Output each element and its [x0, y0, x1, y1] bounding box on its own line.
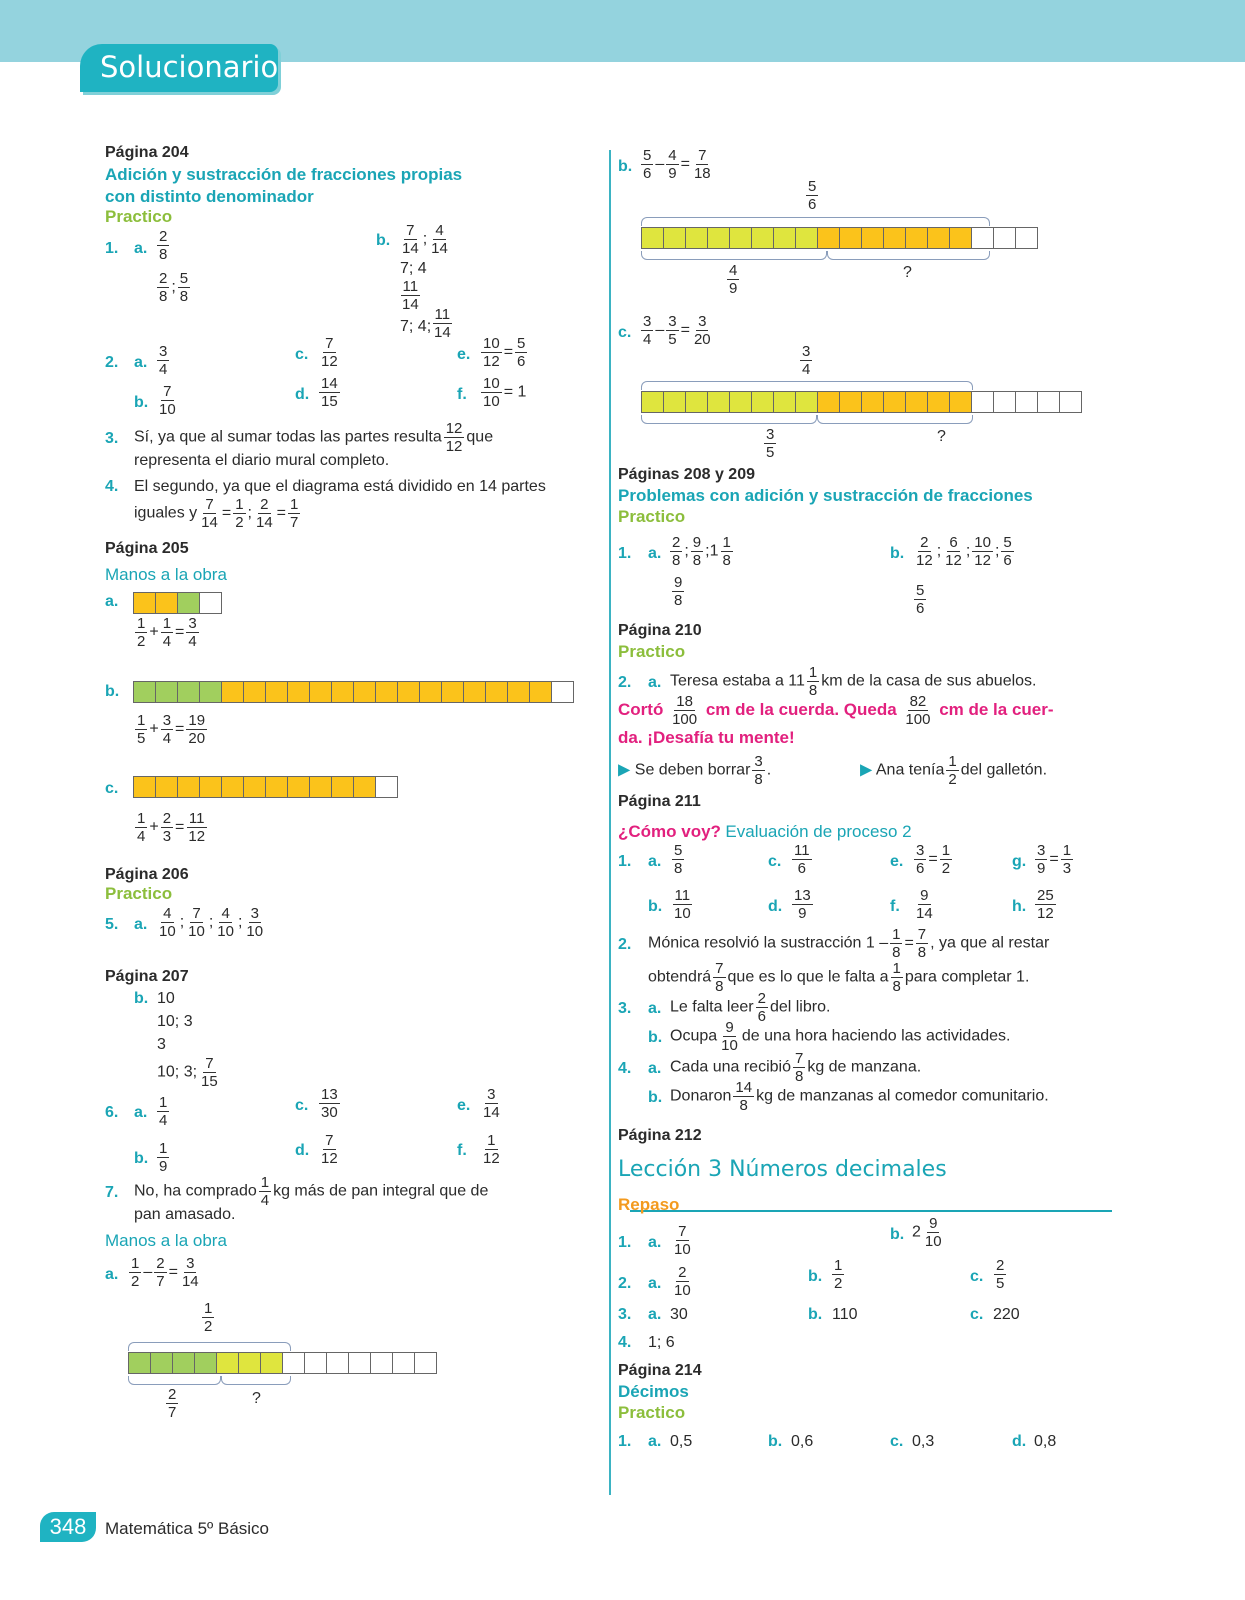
play-icon: ▶ — [860, 761, 873, 779]
fraction-pair: $\frac{2}{8}$ ; $\frac{5}{8}$ — [159, 270, 189, 305]
bracket-label: $\frac{4}{9}$ — [729, 262, 738, 297]
value: 10; 3 — [157, 1013, 193, 1030]
item-letter: d. — [768, 898, 783, 915]
item-letter: c. — [970, 1268, 984, 1285]
fraction-bar — [641, 391, 1081, 413]
fraction: $\frac{13}{9}$ — [794, 887, 811, 922]
fraction: $\frac{7}{10}$ — [674, 1223, 691, 1258]
answer-text: representa el diario mural completo. — [134, 452, 390, 469]
fraction: $\frac{5}{8}$ — [674, 842, 683, 877]
equation: $\frac{10}{10}$ = 1 — [483, 375, 527, 410]
answer-text: Le falta leer $\frac{2}{6}$ del libro. — [670, 990, 831, 1025]
item-letter: d. — [295, 1142, 310, 1159]
answer-text: Sí, ya que al sumar todas las partes resulta $\frac{12}{12}$ que — [134, 420, 494, 455]
page-heading: Páginas 208 y 209 — [618, 466, 755, 483]
item-number: 2. — [618, 674, 632, 691]
bracket — [817, 415, 973, 424]
item-letter: c. — [768, 853, 782, 870]
item-number: 3. — [618, 1000, 632, 1017]
item-letter: c. — [295, 346, 309, 363]
play-icon: ▶ — [618, 761, 631, 779]
value: 0,5 — [670, 1433, 693, 1450]
item-letter: b. — [768, 1433, 783, 1450]
item-letter: d. — [1012, 1433, 1027, 1450]
value: 1; 6 — [648, 1334, 675, 1351]
item-letter: a. — [134, 354, 148, 371]
answer-text: Mónica resolvió la sustracción 1 – $\frac{1}{8}$ = $\frac{7}{8}$ , ya que al restar — [648, 926, 1050, 961]
item-letter: a. — [648, 1000, 662, 1017]
bracket — [641, 415, 817, 424]
section-title: Problemas con adición y sustracción de fracciones — [618, 486, 1033, 505]
bracket — [128, 1342, 291, 1351]
item-letter: g. — [1012, 853, 1027, 870]
bracket — [128, 1376, 221, 1385]
equation: $\frac{3}{9}$ = $\frac{1}{3}$ — [1037, 842, 1072, 877]
item-letter: f. — [457, 1142, 467, 1159]
fraction-list: $\frac{4}{10}$ ; $\frac{7}{10}$ ; $\frac{4}{10}$ ; $\frac{3}{10}$ — [159, 905, 264, 940]
value: 10 — [157, 990, 175, 1007]
item-number: 7. — [105, 1184, 119, 1201]
fraction: $\frac{25}{12}$ — [1037, 887, 1054, 922]
item-letter: b. — [105, 683, 120, 700]
value: 0,6 — [791, 1433, 814, 1450]
fraction: $\frac{5}{6}$ — [916, 582, 925, 617]
item-letter: a. — [134, 916, 148, 933]
item-letter: c. — [105, 780, 119, 797]
unknown-mark: ? — [903, 264, 912, 281]
equation: $\frac{10}{12}$ = $\frac{5}{6}$ — [483, 335, 526, 370]
section-title: con distinto denominador — [105, 187, 314, 206]
fraction: $\frac{14}{15}$ — [321, 375, 338, 410]
item-number: 1. — [105, 240, 119, 257]
value: 110 — [832, 1306, 858, 1323]
equation: $\frac{1}{2}$ + $\frac{1}{4}$ = $\frac{3}{4}$ — [137, 615, 197, 650]
item-letter: a. — [648, 1060, 662, 1077]
fraction-bar — [133, 776, 397, 798]
item-letter: b. — [376, 232, 391, 249]
fraction: $\frac{2}{8}$ — [159, 228, 168, 263]
page-heading: Página 205 — [105, 540, 189, 557]
item-letter: c. — [890, 1433, 904, 1450]
unknown-mark: ? — [252, 1390, 261, 1407]
item-number: 2. — [618, 936, 632, 953]
item-letter: a. — [648, 1306, 662, 1323]
bracket — [641, 381, 973, 390]
repaso-label: Repaso — [618, 1195, 680, 1214]
item-number: 2. — [618, 1275, 632, 1292]
item-letter: a. — [648, 1234, 662, 1251]
fraction: $\frac{2}{5}$ — [996, 1257, 1005, 1292]
item-letter: a. — [648, 1433, 662, 1450]
value: 10; 3; $\frac{7}{15}$ — [157, 1055, 218, 1090]
value: 3 — [157, 1036, 166, 1053]
fraction: $\frac{7}{12}$ — [321, 1132, 338, 1167]
item-letter: f. — [890, 898, 900, 915]
equation: $\frac{1}{5}$ + $\frac{3}{4}$ = $\frac{19}{20}$ — [137, 712, 206, 747]
page-heading: Página 214 — [618, 1362, 702, 1379]
item-letter: b. — [648, 1089, 663, 1106]
answer-text: iguales y $\frac{7}{14}$ = $\frac{1}{2}$ ; $\frac{2}{14}$ = $\frac{1}{7}$ — [134, 496, 299, 531]
item-letter: b. — [134, 394, 149, 411]
item-letter: a. — [134, 1104, 148, 1121]
item-letter: b. — [890, 545, 905, 562]
item-letter: b. — [134, 1150, 149, 1167]
equation: $\frac{1}{4}$ + $\frac{2}{3}$ = $\frac{11}{12}$ — [137, 810, 206, 845]
item-letter: a. — [105, 1266, 119, 1283]
item-letter: b. — [648, 1029, 663, 1046]
solucionario-tab — [80, 44, 278, 92]
item-number: 6. — [105, 1104, 119, 1121]
fraction: $\frac{9}{14}$ — [916, 887, 933, 922]
page-heading: Página 204 — [105, 144, 189, 161]
section-title: Décimos — [618, 1382, 689, 1401]
item-letter: b. — [648, 898, 663, 915]
answer-text: Donaron $\frac{14}{8}$ kg de manzanas al comedor comunitario. — [670, 1079, 1049, 1114]
fraction: $\frac{11}{14}$ — [402, 278, 419, 313]
item-letter: c. — [970, 1306, 984, 1323]
column-divider — [609, 150, 611, 1495]
answer-text: ▶ Ana tenía $\frac{1}{2}$ del galletón. — [860, 753, 1048, 788]
challenge-text: Cortó $\frac{18}{100}$ cm de la cuerda. Queda $\frac{82}{100}$ cm de la cuer- — [618, 693, 1054, 728]
item-letter: a. — [648, 674, 662, 691]
fraction: $\frac{1}{4}$ — [159, 1094, 168, 1129]
lesson-underline — [630, 1210, 1112, 1212]
item-number: 5. — [105, 916, 119, 933]
item-number: 4. — [618, 1334, 632, 1351]
fraction: $\frac{7}{12}$ — [321, 335, 338, 370]
item-letter: c. — [618, 324, 632, 341]
practico-label: Practico — [105, 207, 173, 226]
manos-label: Manos a la obra — [105, 1231, 227, 1250]
fraction: $\frac{3}{14}$ — [483, 1086, 500, 1121]
value: 7; 4 — [400, 260, 427, 277]
value: 0,3 — [912, 1433, 935, 1450]
answer-text: Teresa estaba a 11 $\frac{1}{8}$ km de la casa de sus abuelos. — [670, 664, 1037, 699]
fraction: $\frac{1}{12}$ — [483, 1132, 500, 1167]
fraction: $\frac{9}{8}$ — [674, 574, 683, 609]
bracket-label: $\frac{3}{4}$ — [802, 343, 811, 378]
fraction-bar — [641, 227, 1037, 249]
bracket-label: $\frac{3}{5}$ — [766, 426, 775, 461]
item-number: 1. — [618, 545, 632, 562]
book-title: Matemática 5º Básico — [105, 1519, 269, 1538]
mixed-number: 2 $\frac{9}{10}$ — [912, 1215, 942, 1250]
page-heading: Página 210 — [618, 622, 702, 639]
page-heading: Página 211 — [618, 793, 701, 810]
value: 30 — [670, 1306, 688, 1323]
manos-label: Manos a la obra — [105, 565, 227, 584]
item-letter: f. — [457, 386, 467, 403]
item-letter: c. — [295, 1097, 309, 1114]
answer-text: pan amasado. — [134, 1206, 236, 1223]
item-number: 3. — [105, 430, 119, 447]
item-letter: a. — [648, 853, 662, 870]
bracket — [641, 217, 990, 226]
bracket-label: $\frac{5}{6}$ — [808, 178, 817, 213]
bracket-label: $\frac{2}{7}$ — [168, 1386, 177, 1421]
item-number: 2. — [105, 354, 119, 371]
item-number: 1. — [618, 853, 632, 870]
answer-text: El segundo, ya que el diagrama está dividido en 14 partes — [134, 478, 546, 495]
item-letter: b. — [134, 990, 149, 1007]
tab-title: Solucionario — [100, 50, 279, 84]
fraction-list: $\frac{2}{12}$ ; $\frac{6}{12}$ ; $\frac{10}{12}$ ; $\frac{5}{6}$ — [916, 534, 1012, 569]
item-letter: b. — [808, 1306, 823, 1323]
value: 7; 4; — [400, 318, 432, 335]
bracket-label: $\frac{1}{2}$ — [204, 1300, 213, 1335]
item-letter: b. — [618, 158, 633, 175]
item-letter: e. — [457, 346, 471, 363]
item-number: 1. — [618, 1433, 632, 1450]
equation: $\frac{5}{6}$ – $\frac{4}{9}$ = $\frac{7}{18}$ — [643, 147, 711, 182]
practico-label: Practico — [618, 642, 686, 661]
bracket — [827, 251, 990, 260]
answer-text: obtendrá $\frac{7}{8}$ que es lo que le falta a $\frac{1}{8}$ para completar 1. — [648, 960, 1030, 995]
page-heading: Página 207 — [105, 968, 189, 985]
bracket — [221, 1376, 291, 1385]
fraction: $\frac{11}{14}$ — [434, 306, 451, 341]
value: 0,8 — [1034, 1433, 1057, 1450]
practico-label: Practico — [618, 507, 686, 526]
answer-text: Ocupa $\frac{9}{10}$ de una hora haciendo las actividades. — [670, 1019, 1011, 1054]
item-number: 3. — [618, 1306, 632, 1323]
item-letter: e. — [890, 853, 904, 870]
item-letter: a. — [648, 1275, 662, 1292]
fraction: $\frac{11}{10}$ — [674, 887, 691, 922]
section-title: ¿Cómo voy? Evaluación de proceso 2 — [618, 822, 912, 841]
answer-text: No, ha comprado $\frac{1}{4}$ kg más de pan integral que de — [134, 1174, 489, 1209]
unknown-mark: ? — [937, 428, 946, 445]
item-letter: d. — [295, 386, 310, 403]
answer-text: Cada una recibió $\frac{7}{8}$ kg de manzana. — [670, 1050, 922, 1085]
page-heading: Página 206 — [105, 866, 189, 883]
item-letter: a. — [648, 545, 662, 562]
item-number: 4. — [105, 478, 119, 495]
fraction-bar — [133, 592, 221, 614]
page-number: 348 — [40, 1512, 96, 1542]
item-letter: b. — [890, 1226, 905, 1243]
page-heading: Página 212 — [618, 1127, 702, 1144]
item-letter: h. — [1012, 898, 1027, 915]
fraction: $\frac{1}{9}$ — [159, 1140, 168, 1175]
item-letter: a. — [134, 240, 148, 257]
fraction: $\frac{2}{10}$ — [674, 1264, 691, 1299]
fraction-list: $\frac{2}{8}$ ; $\frac{9}{8}$ ;1 $\frac{1}{8}$ — [672, 534, 731, 569]
fraction: $\frac{11}{6}$ — [794, 842, 810, 877]
lesson-title: Lección 3 Números decimales — [618, 1157, 947, 1182]
challenge-text: da. ¡Desafía tu mente! — [618, 728, 795, 747]
fraction: $\frac{1}{2}$ — [834, 1257, 843, 1292]
equation: $\frac{3}{6}$ = $\frac{1}{2}$ — [916, 842, 951, 877]
fraction: $\frac{13}{30}$ — [321, 1086, 338, 1121]
bracket — [641, 251, 827, 260]
practico-label: Practico — [618, 1403, 686, 1422]
fraction-bar — [128, 1352, 436, 1374]
fraction-pair: $\frac{7}{14}$ ; $\frac{4}{14}$ — [402, 222, 448, 257]
answer-text: ▶ Se deben borrar $\frac{3}{8}$ . — [618, 753, 772, 788]
equation: $\frac{3}{4}$ – $\frac{3}{5}$ = $\frac{3}{20}$ — [643, 313, 711, 348]
fraction-bar — [133, 681, 573, 703]
item-number: 1. — [618, 1234, 632, 1251]
value: 220 — [993, 1306, 1020, 1323]
practico-label: Practico — [105, 884, 173, 903]
fraction: $\frac{3}{4}$ — [159, 343, 168, 378]
item-letter: a. — [105, 593, 119, 610]
fraction: $\frac{7}{10}$ — [159, 383, 176, 418]
section-title: Adición y sustracción de fracciones propias — [105, 165, 463, 184]
item-number: 4. — [618, 1060, 632, 1077]
item-letter: b. — [808, 1268, 823, 1285]
item-letter: e. — [457, 1097, 471, 1114]
equation: $\frac{1}{2}$ – $\frac{2}{7}$ = $\frac{3}{14}$ — [131, 1255, 199, 1290]
